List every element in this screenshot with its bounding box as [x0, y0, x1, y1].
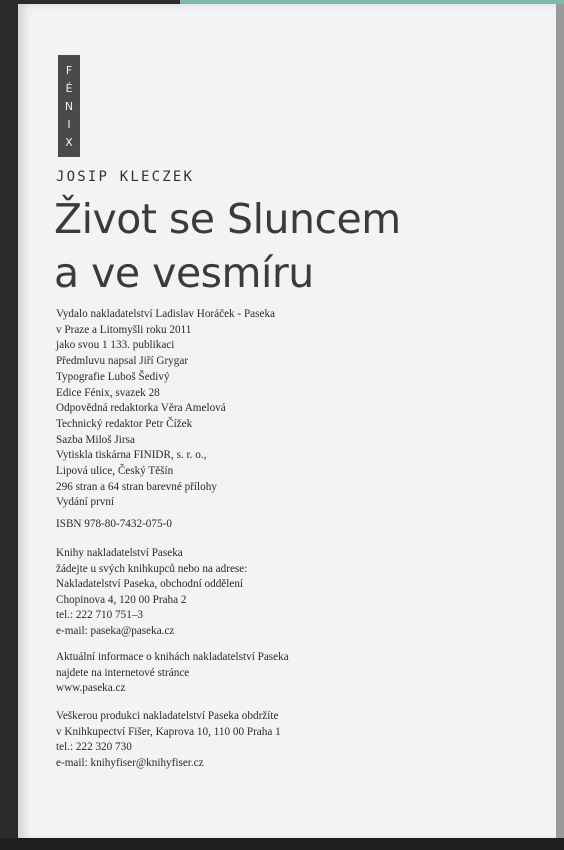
- imprint-line: Odpovědná redaktorka Věra Amelová: [56, 402, 226, 415]
- imprint-line: Sazba Miloš Jirsa: [56, 433, 135, 446]
- series-label-fenix: [58, 55, 80, 157]
- imprint-line: Technický redaktor Petr Čížek: [56, 417, 193, 430]
- book-title: [54, 192, 401, 300]
- imprint-line: Vytiskla tiskárna FINIDR, s. r. o.,: [56, 449, 207, 462]
- orders-block: [56, 546, 476, 640]
- info-line: najdete na internetové stránce: [56, 666, 190, 679]
- series-letter: F: [65, 63, 73, 77]
- distribution-line: v Knihkupectví Fišer, Kaprova 10, 110 00 Praha 1: [56, 725, 281, 738]
- distribution-line: Veškerou produkci nakladatelství Paseka obdržíte: [56, 710, 279, 722]
- imprint-line: Vydání první: [56, 496, 115, 509]
- imprint-block: [56, 307, 456, 511]
- orders-phone: tel.: 222 710 751–3: [56, 609, 144, 622]
- imprint-line: Typografie Luboš Šedivý: [56, 370, 170, 383]
- isbn-block: [56, 517, 476, 533]
- series-letter: N: [64, 99, 74, 113]
- orders-line: Chopinova 4, 120 00 Praha 2: [56, 593, 187, 606]
- info-line: Aktuální informace o knihách nakladatelství Paseka: [56, 651, 289, 663]
- bottom-edge: [0, 838, 564, 850]
- series-letter: X: [65, 135, 73, 149]
- series-letter: É: [65, 81, 73, 95]
- imprint-line: v Praze a Litomyšli roku 2011: [56, 323, 192, 336]
- distribution-email: e-mail: knihyfiser@knihyfiser.cz: [56, 756, 204, 769]
- orders-line: Nakladatelství Paseka, obchodní oddělení: [56, 578, 244, 591]
- info-block: [56, 650, 476, 697]
- imprint-line: Edice Fénix, svazek 28: [56, 386, 160, 399]
- imprint-line: Lipová ulice, Český Těšín: [56, 465, 174, 478]
- imprint-line: Vydalo nakladatelství Ladislav Horáček - Paseka: [56, 308, 276, 320]
- imprint-line: 296 stran a 64 stran barevné přílohy: [56, 480, 217, 493]
- page-edge: [556, 4, 564, 838]
- distribution-block: [56, 709, 476, 771]
- orders-line: žádejte u svých knihkupců nebo na adrese:: [56, 562, 248, 575]
- imprint-line: jako svou 1 133. publikaci: [56, 339, 175, 352]
- title-line: Život se Sluncem: [54, 195, 401, 243]
- isbn-number: ISBN 978-80-7432-075-0: [56, 518, 172, 530]
- distribution-phone: tel.: 222 320 730: [56, 741, 132, 754]
- info-website: www.paseka.cz: [56, 682, 126, 695]
- title-line: a ve vesmíru: [54, 249, 314, 297]
- author-name: JOSIP KLECZEK: [56, 169, 195, 185]
- series-letter: I: [67, 117, 71, 131]
- orders-email: e-mail: paseka@paseka.cz: [56, 624, 175, 637]
- imprint-line: Předmluvu napsal Jiří Grygar: [56, 355, 189, 368]
- orders-line: Knihy nakladatelství Paseka: [56, 547, 183, 559]
